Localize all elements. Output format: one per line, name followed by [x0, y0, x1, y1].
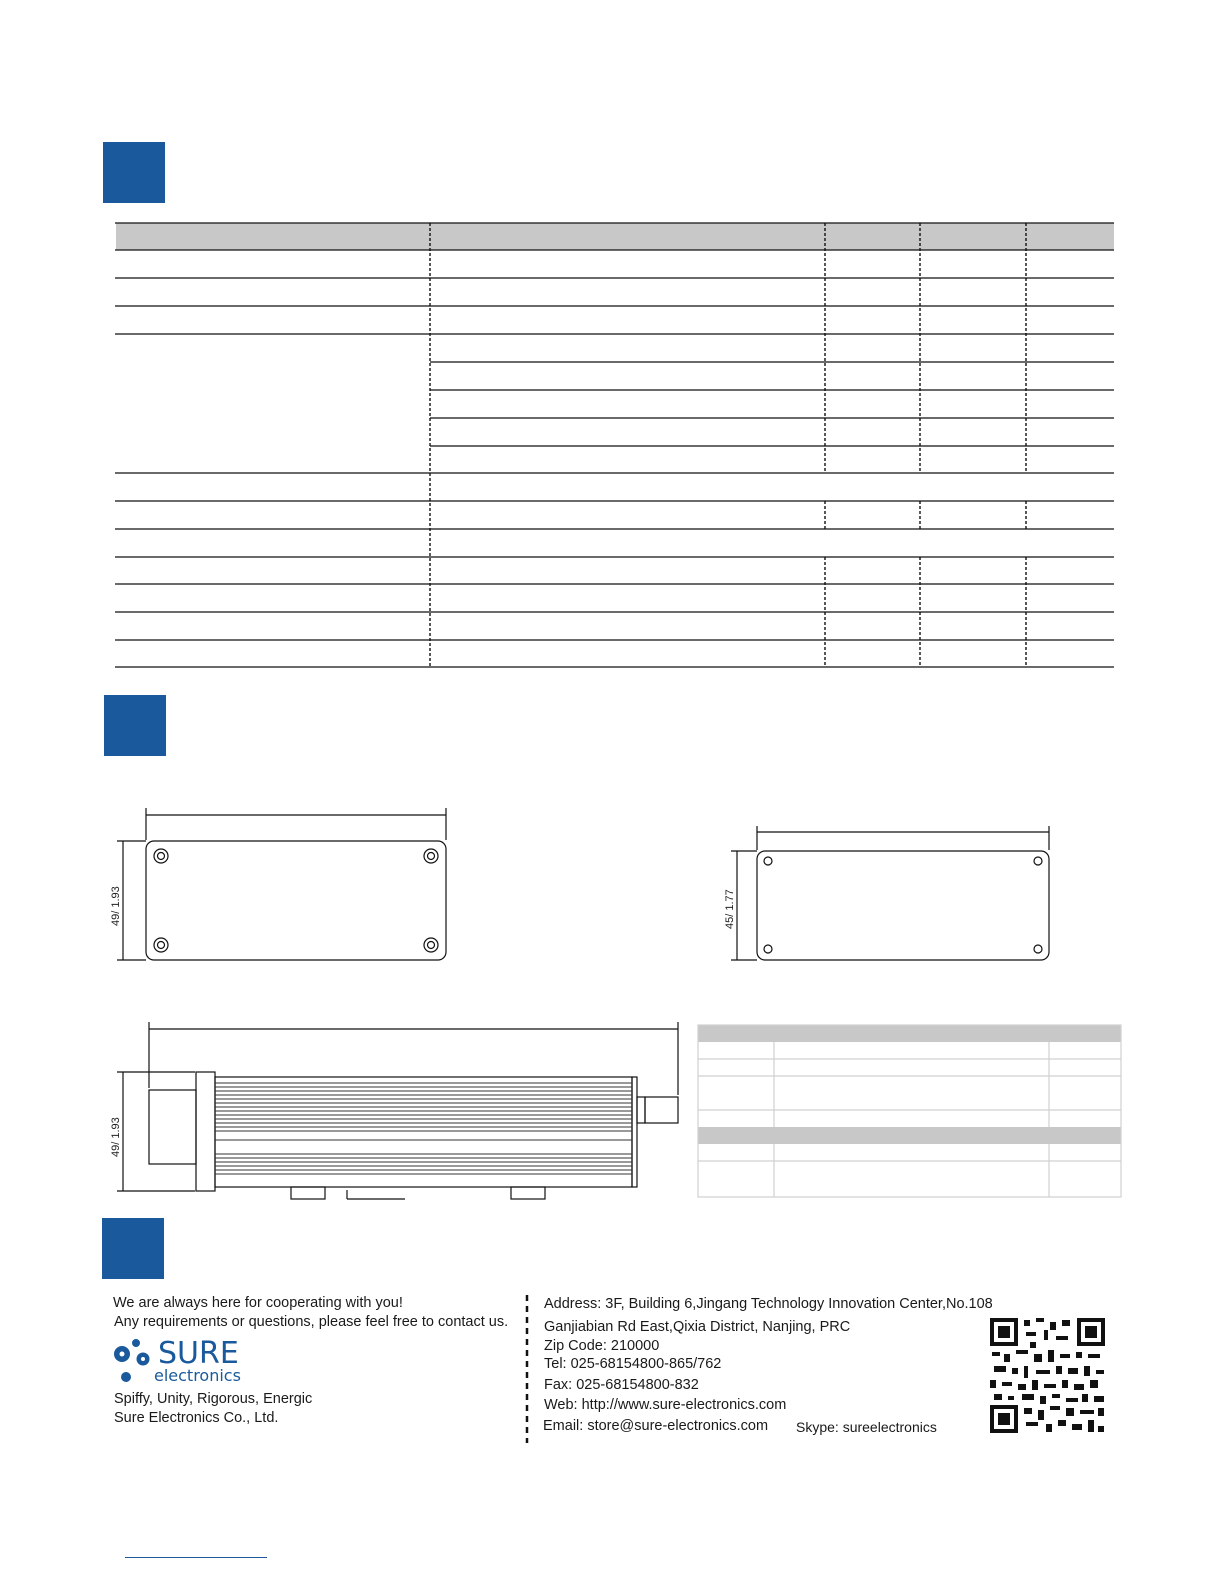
- dimension-table: [698, 1025, 1121, 1197]
- sure-logo-dots-icon: [112, 1338, 156, 1386]
- zip-code: Zip Code: 210000: [544, 1338, 660, 1354]
- section-marker-contact: [102, 1218, 164, 1279]
- company-slogan: Spiffy, Unity, Rigorous, Energic: [114, 1391, 313, 1407]
- skype: Skype: sureelectronics: [796, 1419, 937, 1435]
- footer-link-underline: [125, 1557, 267, 1558]
- company-name: Sure Electronics Co., Ltd.: [114, 1410, 279, 1426]
- address-line-2: Ganjiabian Rd East,Qixia District, Nanjing, PRC: [544, 1319, 851, 1335]
- end-view-height-label: 45/ 1.77: [724, 889, 736, 929]
- side-view-height-label: 49/ 1.93: [110, 1117, 122, 1157]
- contact-divider: [524, 1295, 530, 1455]
- website[interactable]: Web: http://www.sure-electronics.com: [544, 1397, 787, 1413]
- end-view-drawing: [731, 826, 1049, 960]
- qr-code-icon: [990, 1318, 1105, 1433]
- email[interactable]: Email: store@sure-electronics.com: [543, 1418, 769, 1434]
- top-view-height-label: 49/ 1.93: [110, 886, 122, 926]
- address-line-1: Address: 3F, Building 6,Jingang Technology Innovation Center,No.108: [544, 1296, 993, 1312]
- fax: Fax: 025-68154800-832: [544, 1377, 699, 1393]
- telephone: Tel: 025-68154800-865/762: [544, 1356, 722, 1372]
- logo-sub-text: electronics: [154, 1366, 241, 1385]
- contact-greeting: We are always here for cooperating with you!: [113, 1295, 403, 1311]
- heatsink-fins: [215, 1083, 632, 1174]
- logo-main-text: SURE: [158, 1336, 239, 1371]
- contact-invite: Any requirements or questions, please feel free to contact us.: [114, 1314, 509, 1330]
- top-view-drawing: [117, 808, 446, 960]
